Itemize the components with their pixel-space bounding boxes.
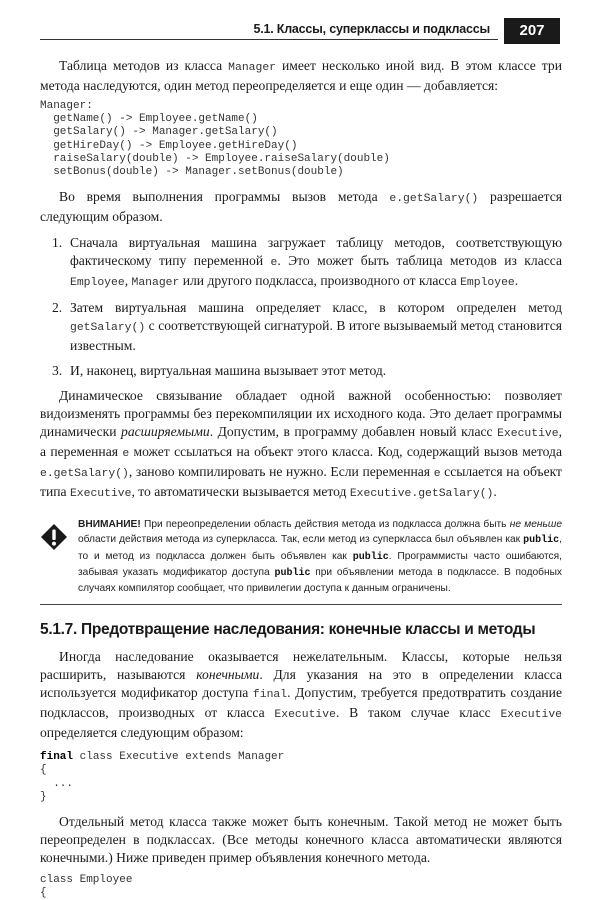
resolution-steps-list bbox=[52, 234, 562, 380]
code-block-manager-table: Manager: getName() -> Employee.getName() getSalary() -> Manager.getSalary() getHireDay() -> Employee.getHireDay() raiseSalary(double) -> Employee.raiseSalary(double) setBonus(double) -> Manager.setBonus(double) bbox=[40, 100, 390, 179]
code-block-final-class: final class Executive extends Manager { ... } bbox=[40, 751, 285, 803]
page-number: 207 bbox=[504, 18, 560, 44]
header-rule bbox=[40, 39, 498, 40]
section-heading: 5.1.7. Предотвращение наследования: конечные классы и методы bbox=[40, 621, 536, 639]
warning-label: ВНИМАНИЕ! bbox=[78, 519, 141, 531]
code-block-employee: class Employee { bbox=[40, 874, 133, 900]
warning-callout bbox=[40, 517, 562, 605]
warning-text: ВНИМАНИЕ! При переопределении область действия метода из подкласса должна быть не меньше области действия метода из суперкласса. Так, если метод из суперкласса был объявлен как public, то и метод из подкласса должен быть объявлен как public. Программисты часто ошибаются, забывая указать модификатор доступа public при объявлении метода в подклассе. В подобных случаях компилятор сообщает, что привилегии доступа к данным ограничены. bbox=[78, 519, 562, 595]
paragraph-final-classes: Иногда наследование оказывается нежелательным. Классы, которые нельзя расширить, называются конечными. Для указания на это в определении класса используется модификатор доступа final. Допустим, требуется предотвратить создание подклассов, производных от класса Executive. В таком случае класс Executive определяется следующим образом: bbox=[40, 649, 562, 741]
paragraph-final-methods: Отдельный метод класса также может быть конечным. Такой метод не может быть переопределен в подклассах. (Все методы конечного класса автоматически являются конечными.) Ниже приведен пример объявления конечного метода. bbox=[40, 814, 562, 866]
list-item: 1. Сначала виртуальная машина загружает таблицу методов, соответствующую фактическому типу переменной e. Это может быть таблица методов из класса Employee, Manager или другого подкласса, производного от класса Employee. bbox=[52, 235, 562, 290]
running-title: 5.1. Классы, суперклассы и подклассы bbox=[253, 22, 490, 36]
page-header bbox=[40, 18, 560, 44]
warning-diamond-icon bbox=[40, 523, 68, 551]
list-item: 2. Затем виртуальная машина определяет класс, в котором определен метод getSalary() с соответствующей сигнатурой. В итоге вызываемый метод становится известным. bbox=[52, 300, 562, 354]
paragraph-dynamic-binding: Динамическое связывание обладает одной важной особенностью: позволяет видоизменять программы без перекомпиляции их исходного кода. Это делает программы динамически расширяемыми. Допустим, в программу добавлен новый класс Executive, а переменная e может ссылаться на объект этого класса. Код, содержащий вызов метода e.getSalary(), заново компилировать не нужно. Если переменная e ссылается на объект типа Executive, то автоматически вызывается метод Executive.getSalary(). bbox=[40, 388, 563, 501]
list-item: 3. И, наконец, виртуальная машина вызывает этот метод. bbox=[52, 363, 387, 379]
paragraph-runtime-resolution: Во время выполнения программы вызов метода e.getSalary() разрешается следующим образом. bbox=[40, 189, 562, 225]
paragraph-methods-table: Таблица методов из класса Manager имеет несколько иной вид. В этом классе три метода наследуются, один метод переопределяется и еще один — добавляется: bbox=[40, 58, 562, 93]
page-content bbox=[40, 57, 562, 900]
